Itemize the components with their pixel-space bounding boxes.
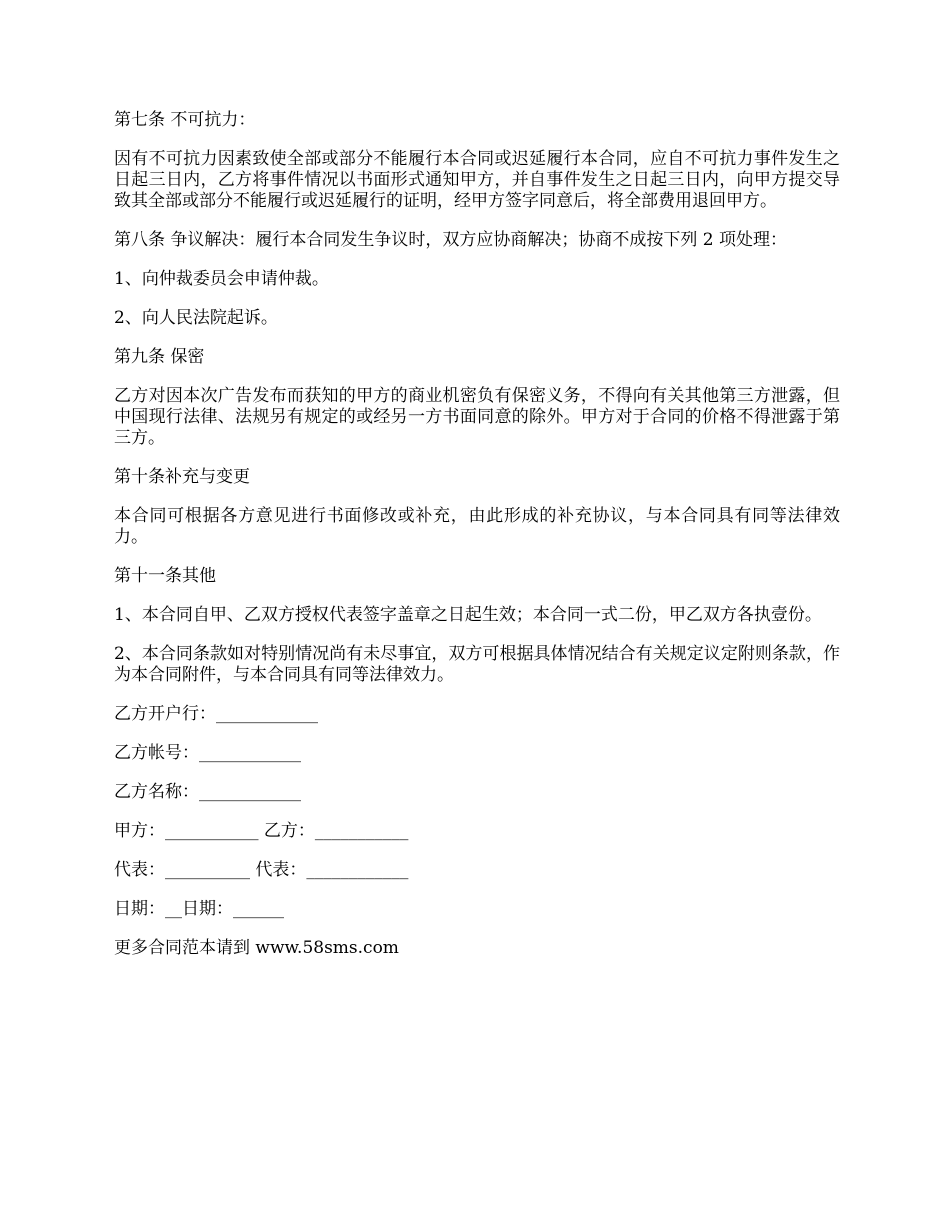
article-10-body: 本合同可根据各方意见进行书面修改或补充，由此形成的补充协议，与本合同具有同等法律效力。 [114, 506, 840, 547]
article-8-item-1: 1、向仲裁委员会申请仲裁。 [114, 269, 329, 289]
parties-signature-line: 甲方：___________ 乙方：___________ [114, 821, 409, 841]
article-11-heading: 第十一条其他 [114, 566, 216, 586]
article-7-body: 因有不可抗力因素致使全部或部分不能履行本合同或迟延履行本合同，应自不可抗力事件发生之日起三日内，乙方将事件情况以书面形式通知甲方，并自事件发生之日起三日内，向甲方提交导致其全部或部分不能履行或迟延履行的证明，经甲方签字同意后，将全部费用退回甲方。 [114, 149, 840, 211]
party-b-account-field: 乙方帐号：____________ [114, 743, 301, 763]
article-11-item-2: 2、本合同条款如对特别情况尚有未尽事宜，双方可根据具体情况结合有关规定议定附则条款，作为本合同附件，与本合同具有同等法律效力。 [114, 644, 840, 685]
party-b-bank-field: 乙方开户行：____________ [114, 704, 318, 724]
article-10-heading: 第十条补充与变更 [114, 467, 250, 487]
party-b-name-field: 乙方名称：____________ [114, 782, 301, 802]
footer-more-templates: 更多合同范本请到 www.58sms.com [114, 938, 399, 958]
article-8-item-2: 2、向人民法院起诉。 [114, 308, 278, 328]
article-11-item-1: 1、本合同自甲、乙双方授权代表签字盖章之日起生效；本合同一式二份，甲乙双方各执壹份。 [114, 605, 822, 625]
article-9-heading: 第九条 保密 [114, 347, 205, 367]
representatives-signature-line: 代表：__________ 代表：____________ [114, 860, 409, 880]
article-9-body: 乙方对因本次广告发布而获知的甲方的商业机密负有保密义务，不得向有关其他第三方泄露，但中国现行法律、法规另有规定的或经另一方书面同意的除外。甲方对于合同的价格不得泄露于第三方。 [114, 386, 840, 448]
document-page [114, 110, 840, 977]
article-7-heading: 第七条 不可抗力： [114, 110, 256, 130]
date-line: 日期：__日期：______ [114, 899, 284, 919]
article-8-heading: 第八条 争议解决：履行本合同发生争议时，双方应协商解决；协商不成按下列 2 项处理： [114, 230, 788, 250]
